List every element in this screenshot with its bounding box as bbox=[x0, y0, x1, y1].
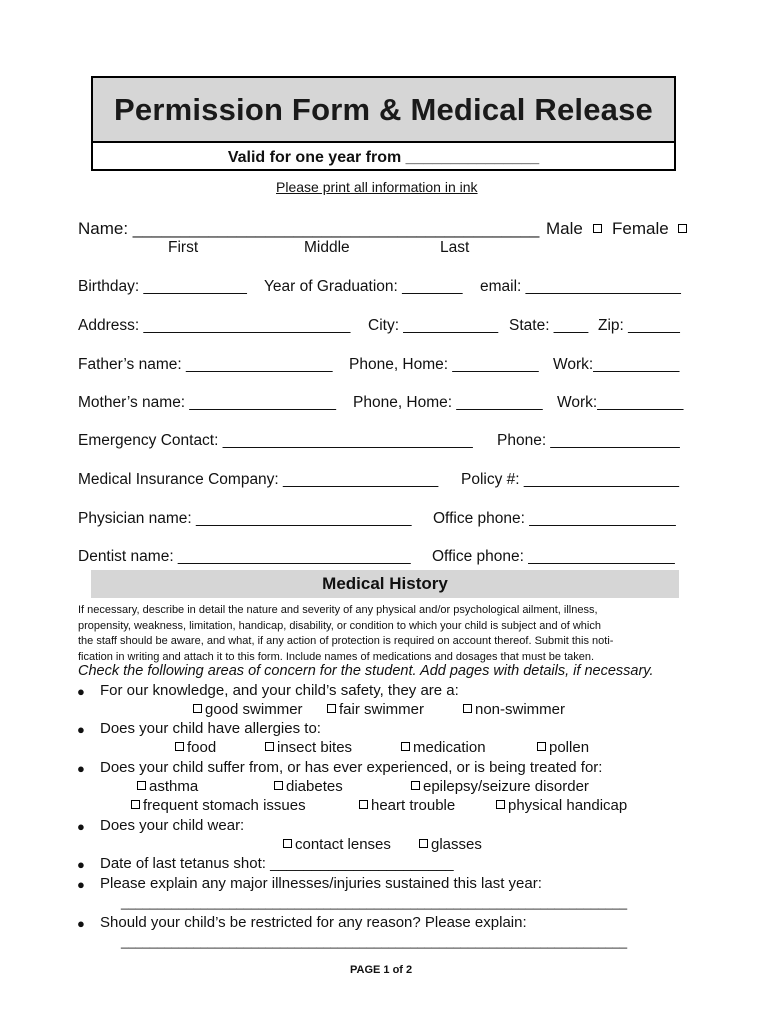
male-checkbox[interactable] bbox=[593, 224, 602, 233]
female-label: Female bbox=[612, 219, 669, 238]
opt-epilepsy[interactable]: epilepsy/seizure disorder bbox=[411, 778, 589, 795]
mother-work-field[interactable]: Work:__________ bbox=[557, 394, 684, 411]
opt-contact-lenses[interactable]: contact lenses bbox=[283, 836, 391, 853]
address-field[interactable]: Address: ________________________ bbox=[78, 317, 351, 334]
opt-food[interactable]: food bbox=[175, 739, 216, 756]
father-name-field[interactable]: Father’s name: _________________ bbox=[78, 356, 333, 373]
q-restrictions: Should your child’s be restricted for any reason? Please explain: bbox=[100, 914, 527, 931]
father-work-field[interactable]: Work:__________ bbox=[553, 356, 680, 373]
opt-diabetes[interactable]: diabetes bbox=[274, 778, 343, 795]
checkbox[interactable] bbox=[359, 800, 368, 809]
opt-asthma[interactable]: asthma bbox=[137, 778, 198, 795]
opt-fair-swimmer[interactable]: fair swimmer bbox=[327, 701, 424, 718]
opt-stomach-issues[interactable]: frequent stomach issues bbox=[131, 797, 306, 814]
medical-history-paragraph bbox=[78, 603, 613, 665]
graduation-field[interactable]: Year of Graduation: _______ bbox=[264, 278, 463, 295]
q-swimmer: For our knowledge, and your child’s safety, they are a: bbox=[100, 682, 459, 699]
name-sub-middle: Middle bbox=[304, 239, 350, 256]
male-option[interactable] bbox=[546, 219, 605, 239]
medical-history-heading-bar bbox=[91, 570, 679, 598]
female-option[interactable] bbox=[612, 219, 690, 239]
physician-phone-field[interactable]: Office phone: _________________ bbox=[433, 510, 676, 527]
checkbox[interactable] bbox=[327, 704, 336, 713]
paragraph-line: If necessary, describe in detail the nature and severity of any physical and/or psychological ailment, illness, bbox=[78, 604, 598, 616]
state-field[interactable]: State: ____ bbox=[509, 317, 589, 334]
checkbox[interactable] bbox=[283, 839, 292, 848]
bullet-icon: ● bbox=[77, 819, 85, 834]
opt-physical-handicap[interactable]: physical handicap bbox=[496, 797, 627, 814]
illnesses-answer-line[interactable]: ______________________________________________________________________ bbox=[121, 895, 628, 910]
insurance-field[interactable]: Medical Insurance Company: __________________ bbox=[78, 471, 439, 488]
father-phone-field[interactable]: Phone, Home: __________ bbox=[349, 356, 539, 373]
opt-non-swimmer[interactable]: non-swimmer bbox=[463, 701, 565, 718]
title-bar bbox=[93, 78, 674, 143]
birthday-field[interactable]: Birthday: ____________ bbox=[78, 278, 247, 295]
bullet-icon: ● bbox=[77, 857, 85, 872]
bullet-icon: ● bbox=[77, 722, 85, 737]
valid-line: Valid for one year from _______________ bbox=[227, 149, 540, 166]
q-conditions: Does your child suffer from, or has ever experienced, or is being treated for: bbox=[100, 759, 603, 776]
checkbox[interactable] bbox=[131, 800, 140, 809]
opt-good-swimmer[interactable]: good swimmer bbox=[193, 701, 303, 718]
name-field[interactable]: Name: ___________________________________________ bbox=[78, 219, 540, 238]
paragraph-line: propensity, weakness, limitation, handicap, disability, or condition to which your child is subject and of which bbox=[78, 619, 601, 632]
tetanus-field[interactable]: Date of last tetanus shot: ______________________ bbox=[100, 855, 454, 872]
paragraph-line: fication in writing and attach it to this form. Include names of medications and dosages that must be taken. bbox=[78, 650, 595, 663]
opt-pollen[interactable]: pollen bbox=[537, 739, 589, 756]
email-field[interactable]: email: __________________ bbox=[480, 278, 681, 295]
page-number: PAGE 1 of 2 bbox=[350, 964, 413, 976]
policy-field[interactable]: Policy #: __________________ bbox=[461, 471, 680, 488]
checkbox[interactable] bbox=[175, 742, 184, 751]
bullet-icon: ● bbox=[77, 761, 85, 776]
q-illnesses: Please explain any major illnesses/injuries sustained this last year: bbox=[100, 875, 542, 892]
emergency-phone-field[interactable]: Phone: _______________ bbox=[497, 432, 680, 449]
mother-phone-field[interactable]: Phone, Home: __________ bbox=[353, 394, 543, 411]
dentist-phone-field[interactable]: Office phone: _________________ bbox=[432, 548, 675, 565]
q-wear: Does your child wear: bbox=[100, 817, 245, 834]
checkbox[interactable] bbox=[193, 704, 202, 713]
opt-heart-trouble[interactable]: heart trouble bbox=[359, 797, 455, 814]
emergency-contact-field[interactable]: Emergency Contact: _____________________________ bbox=[78, 432, 473, 449]
print-note: Please print all information in ink bbox=[276, 179, 478, 195]
medical-history-heading: Medical History bbox=[322, 574, 448, 593]
city-field[interactable]: City: ___________ bbox=[368, 317, 499, 334]
name-sub-first: First bbox=[168, 239, 199, 256]
opt-medication[interactable]: medication bbox=[401, 739, 486, 756]
female-checkbox[interactable] bbox=[678, 224, 687, 233]
check-areas-instruction: Check the following areas of concern for the student. Add pages with details, if necessary. bbox=[78, 663, 654, 679]
paragraph-line: the staff should be aware, and what, if any action of protection is required on account thereof. Submit this noti- bbox=[78, 635, 614, 647]
opt-glasses[interactable]: glasses bbox=[419, 836, 482, 853]
bullet-icon: ● bbox=[77, 916, 85, 931]
checkbox[interactable] bbox=[411, 781, 420, 790]
checkbox[interactable] bbox=[137, 781, 146, 790]
bullet-icon: ● bbox=[77, 877, 85, 892]
name-sub-last: Last bbox=[440, 239, 470, 256]
restrictions-answer-line[interactable]: ______________________________________________________________________ bbox=[121, 934, 628, 949]
checkbox[interactable] bbox=[463, 704, 472, 713]
bullet-icon: ● bbox=[77, 684, 85, 699]
opt-insect-bites[interactable]: insect bites bbox=[265, 739, 352, 756]
physician-field[interactable]: Physician name: _________________________ bbox=[78, 510, 412, 527]
page-title: Permission Form & Medical Release bbox=[114, 91, 653, 127]
checkbox[interactable] bbox=[419, 839, 428, 848]
mother-name-field[interactable]: Mother’s name: _________________ bbox=[78, 394, 336, 411]
checkbox[interactable] bbox=[537, 742, 546, 751]
male-label: Male bbox=[546, 219, 583, 238]
checkbox[interactable] bbox=[265, 742, 274, 751]
checkbox[interactable] bbox=[274, 781, 283, 790]
form-title-box bbox=[91, 76, 676, 171]
dentist-field[interactable]: Dentist name: ___________________________ bbox=[78, 548, 411, 565]
q-allergies: Does your child have allergies to: bbox=[100, 720, 321, 737]
checkbox[interactable] bbox=[496, 800, 505, 809]
checkbox[interactable] bbox=[401, 742, 410, 751]
zip-field[interactable]: Zip: ______ bbox=[598, 317, 680, 334]
